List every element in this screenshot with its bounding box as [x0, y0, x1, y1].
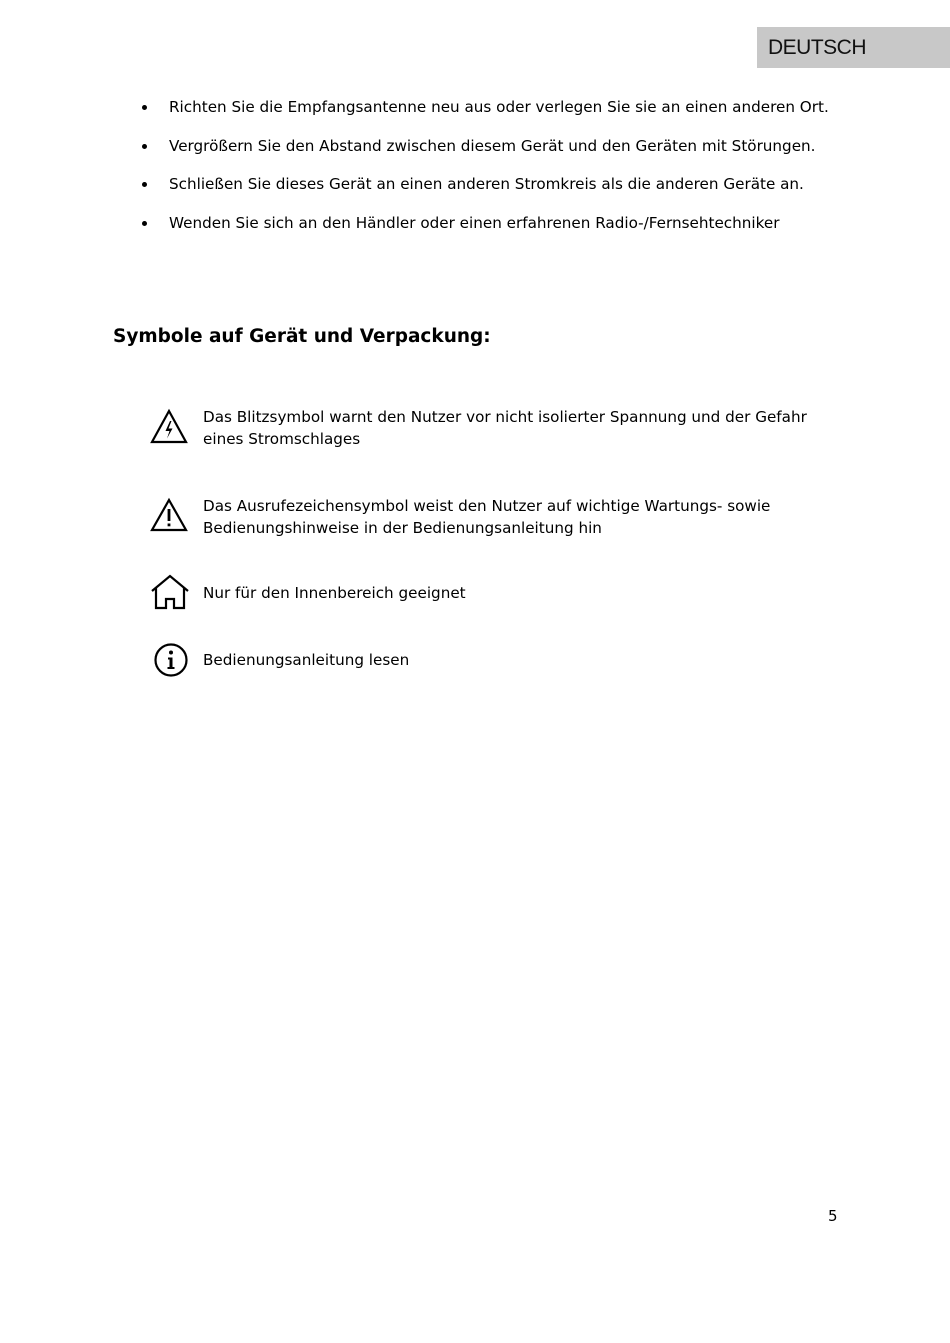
exclamation-warning-icon	[148, 495, 190, 537]
info-icon	[148, 639, 190, 681]
language-tab	[757, 27, 950, 68]
list-item-text: Vergrößern Sie den Abstand zwischen diesem Gerät und den Geräten mit Störungen.	[169, 136, 816, 155]
language-label: DEUTSCH	[768, 35, 867, 59]
symbol-description: Das Ausrufezeichensymbol weist den Nutzer auf wichtige Wartungs- sowie Bedienungshinweise in der Bedienungsanleitung hin	[203, 497, 771, 537]
list-item-text: Schließen Sie dieses Gerät an einen anderen Stromkreis als die anderen Geräte an.	[169, 175, 804, 193]
list-item	[140, 135, 829, 174]
lightning-warning-icon	[148, 406, 190, 448]
bullet-icon	[142, 221, 147, 226]
list-item-text: Wenden Sie sich an den Händler oder einen erfahrenen Radio-/Fernsehtechniker	[169, 213, 780, 232]
list-item	[140, 96, 829, 135]
list-item	[140, 173, 829, 212]
section-heading: Symbole auf Gerät und Verpackung:	[113, 326, 491, 347]
bullet-icon	[142, 182, 147, 187]
bullet-icon	[142, 144, 147, 149]
bullet-icon	[142, 105, 147, 110]
symbol-description: Das Blitzsymbol warnt den Nutzer vor nicht isolierter Spannung und der Gefahr eines Stromschlages	[203, 408, 807, 448]
symbol-description: Bedienungsanleitung lesen	[203, 651, 410, 669]
symbol-description: Nur für den Innenbereich geeignet	[203, 584, 466, 602]
house-icon	[148, 571, 190, 613]
list-item-text: Richten Sie die Empfangsantenne neu aus oder verlegen Sie sie an einen anderen Ort.	[169, 98, 829, 116]
list-item	[140, 212, 829, 251]
page-number: 5	[828, 1207, 838, 1225]
instruction-list	[140, 96, 829, 250]
